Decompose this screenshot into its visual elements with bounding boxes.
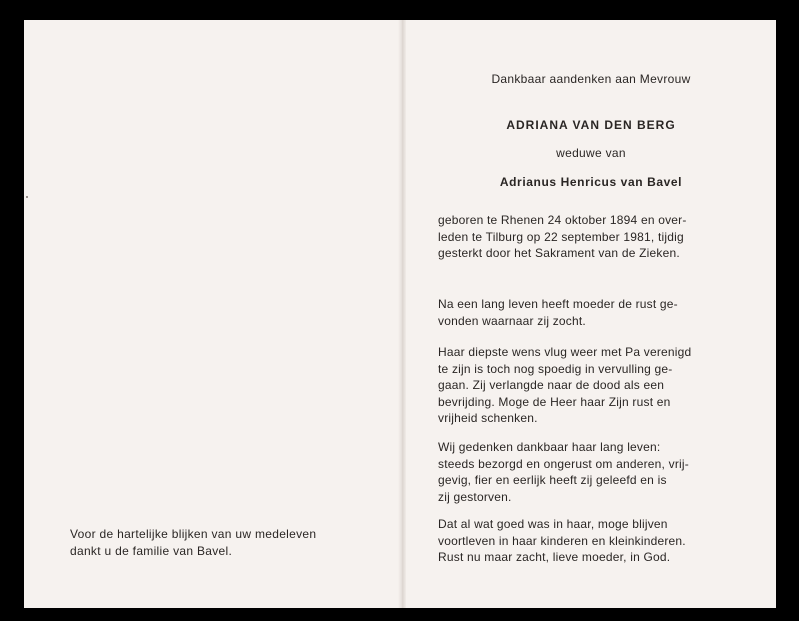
thanks-line-2: dankt u de familie van Bavel. — [70, 544, 233, 558]
text-line: te zijn is toch nog spoedig in vervulling ge- — [438, 361, 673, 376]
heading: Dankbaar aandenken aan Mevrouw — [491, 72, 691, 86]
right-page — [406, 20, 776, 608]
deceased-name: ADRIANA VAN DEN BERG — [506, 118, 676, 132]
text-line: leden te Tilburg op 22 september 1981, tijdig — [438, 229, 684, 244]
text-line: vonden waarnaar zij zocht. — [438, 313, 586, 328]
left-page — [24, 20, 398, 608]
text-line: gesterkt door het Sakrament van de Zieken. — [438, 246, 680, 260]
husband-name: Adrianus Henricus van Bavel — [499, 175, 683, 189]
text-line: voortleven in haar kinderen en kleinkinderen. — [438, 533, 686, 548]
text-line: zij gestorven. — [438, 489, 512, 504]
paragraph-remembrance — [438, 439, 768, 505]
paper-speck — [26, 196, 28, 198]
text-line: bevrijding. Moge de Heer haar Zijn rust en — [438, 394, 671, 409]
text-line: Na een lang leven heeft moeder de rust ge- — [438, 297, 678, 311]
relation-text: weduwe van — [556, 146, 626, 160]
text-line: steeds bezorgd en ongerust om anderen, vrij- — [438, 456, 689, 471]
thanks-note — [70, 526, 370, 560]
paragraph-rest — [438, 296, 768, 329]
text-line: gevig, fier en eerlijk heeft zij geleefd en is — [438, 473, 667, 487]
paragraph-wish — [438, 344, 768, 427]
thanks-line-1: Voor de hartelijke blijken van uw medeleven — [70, 527, 317, 541]
paragraph-farewell — [438, 516, 768, 566]
text-line: Rust nu maar zacht, lieve moeder, in God. — [438, 550, 671, 564]
paragraph-life-dates — [438, 212, 768, 262]
text-line: vrijheid schenken. — [438, 411, 538, 425]
card-fold — [398, 20, 406, 608]
text-line: Haar diepste wens vlug weer met Pa verenigd — [438, 345, 692, 359]
text-line: gaan. Zij verlangde naar de dood als een — [438, 378, 665, 392]
text-line: Wij gedenken dankbaar haar lang leven: — [438, 440, 661, 454]
text-line: geboren te Rhenen 24 oktober 1894 en over- — [438, 213, 687, 227]
text-line: Dat al wat goed was in haar, moge blijven — [438, 517, 668, 531]
memorial-card — [24, 20, 776, 608]
